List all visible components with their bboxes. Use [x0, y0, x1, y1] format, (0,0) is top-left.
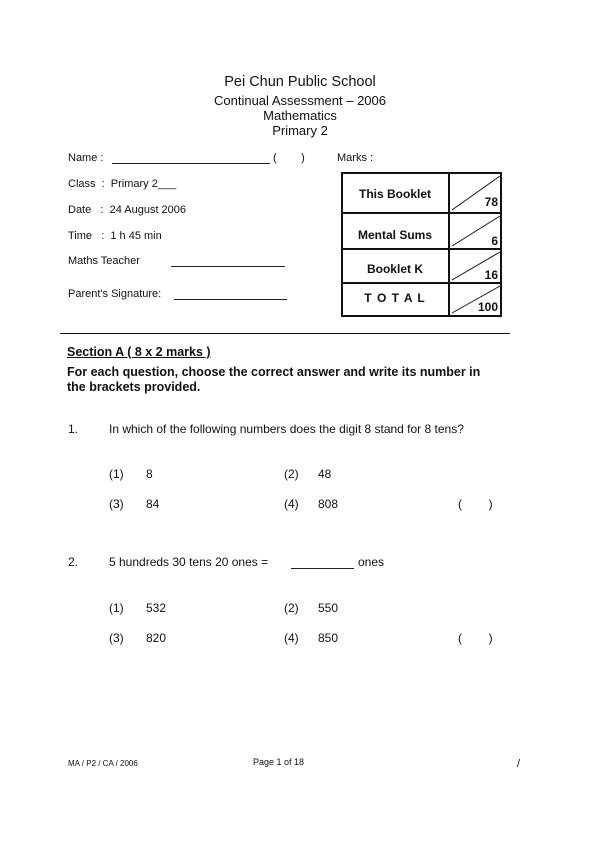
- register-brackets: ( ): [273, 152, 305, 164]
- score-cell: [448, 174, 502, 212]
- level-title: Primary 2: [272, 123, 328, 138]
- section-divider: [60, 333, 510, 334]
- date-line: Date : 24 August 2006: [68, 204, 187, 216]
- answer-brackets[interactable]: ( ): [458, 497, 493, 511]
- assessment-title: Continual Assessment – 2006: [214, 93, 386, 108]
- option-value: 820: [146, 631, 167, 645]
- question-text: 5 hundreds 30 tens 20 ones =: [109, 555, 269, 569]
- option-number: (2): [284, 601, 299, 615]
- option-number: (1): [109, 601, 124, 615]
- class-line: Class : Primary 2___: [68, 178, 177, 190]
- name-field[interactable]: [112, 163, 270, 164]
- marks-row: [343, 214, 500, 250]
- answer-brackets[interactable]: ( ): [458, 631, 493, 645]
- score-cell: [448, 284, 502, 315]
- school-name: Pei Chun Public School: [224, 74, 376, 90]
- question-text-end: ones: [358, 555, 385, 569]
- score-cell: [448, 214, 502, 248]
- marks-row-label: T O T A L: [364, 291, 426, 305]
- option-value: 8: [146, 467, 153, 481]
- marks-row: [343, 174, 500, 214]
- name-label: Name :: [68, 152, 104, 164]
- footer-code: MA / P2 / CA / 2006: [68, 759, 138, 768]
- option-value: 532: [146, 601, 167, 615]
- option-number: (3): [109, 497, 124, 511]
- footer-mark: /: [517, 758, 521, 770]
- marks-row-label: This Booklet: [358, 187, 431, 201]
- marks-row: [343, 284, 500, 315]
- option-value: 808: [318, 497, 339, 511]
- score-value: 16: [484, 268, 498, 282]
- subject-title: Mathematics: [263, 108, 337, 123]
- marks-row-label: Booklet K: [366, 262, 423, 276]
- question-number: 1.: [68, 422, 79, 436]
- parent-signature-label: Parent's Signature:: [68, 288, 162, 300]
- section-instruction-line-1: For each question, choose the correct answer and write its number in: [67, 365, 481, 379]
- section-instruction-line-2: the brackets provided.: [67, 380, 201, 394]
- time-line: Time : 1 h 45 min: [68, 230, 162, 242]
- question-text: In which of the following numbers does the digit 8 stand for 8 tens?: [109, 422, 464, 436]
- score-value: 78: [484, 195, 498, 209]
- option-number: (1): [109, 467, 124, 481]
- option-number: (4): [284, 497, 299, 511]
- teacher-label: Maths Teacher: [68, 255, 140, 267]
- parent-signature-field[interactable]: [174, 299, 287, 300]
- option-value: 550: [318, 601, 339, 615]
- teacher-field[interactable]: [171, 266, 285, 267]
- page-number: Page 1 of 18: [253, 757, 305, 767]
- answer-blank[interactable]: [291, 568, 354, 569]
- score-cell: [448, 250, 502, 282]
- marks-row: [343, 250, 500, 284]
- option-value: 48: [318, 467, 332, 481]
- marks-label: Marks :: [337, 152, 374, 164]
- marks-row-label: Mental Sums: [357, 228, 432, 242]
- option-number: (2): [284, 467, 299, 481]
- marks-table: [341, 172, 502, 317]
- score-value: 6: [491, 234, 498, 248]
- option-value: 84: [146, 497, 160, 511]
- section-title: Section A ( 8 x 2 marks ): [67, 345, 211, 359]
- score-value: 100: [477, 300, 498, 314]
- question-number: 2.: [68, 555, 79, 569]
- option-number: (4): [284, 631, 299, 645]
- option-number: (3): [109, 631, 124, 645]
- option-value: 850: [318, 631, 339, 645]
